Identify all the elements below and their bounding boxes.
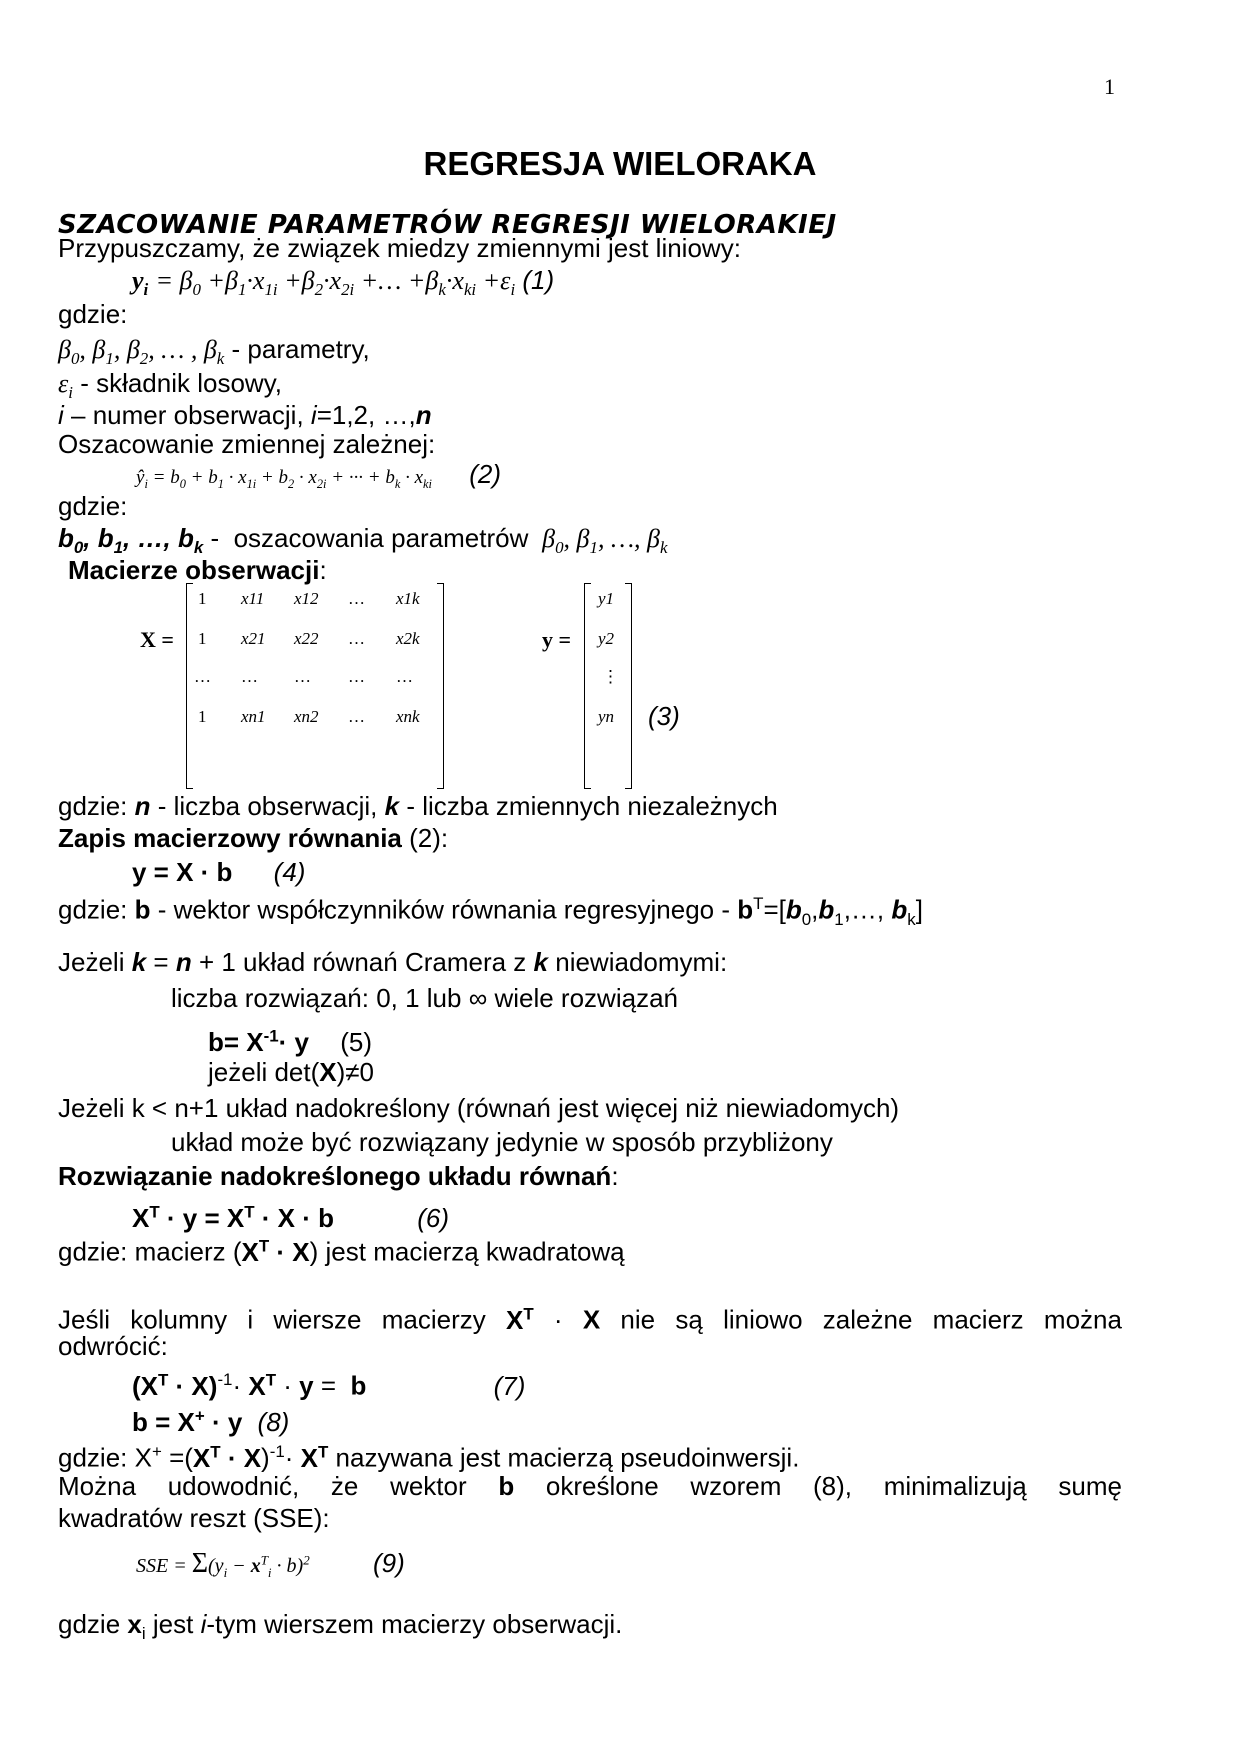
matrix-x-cell: 1 xyxy=(198,629,207,648)
gdzie-n-k-p1: gdzie: xyxy=(58,791,128,821)
matrix-x-cell: xn1 xyxy=(241,707,266,726)
oszacowanie-text: Oszacowanie zmiennej zależnej: xyxy=(58,429,436,459)
estimates-line: $b_0$, $b_1$, …, $b_k$ - oszacowania parametrów $\beta_0$, $\beta_1$, …, $\beta_k$ xyxy=(58,523,668,558)
jesli-kolumny-line: Jeśli kolumny i wiersze macierzy $X^T \cdot X$ nie są liniowo zależne macierz można xyxy=(58,1304,1122,1335)
equation-2-label: (2) xyxy=(469,459,501,489)
jezeli1-p1: Jeżeli xyxy=(58,947,125,977)
matrix-x-cell: x11 xyxy=(241,589,265,608)
i-line: i – numer obserwacji, i=1,2, …,n xyxy=(58,400,432,430)
mozna-p2: b xyxy=(498,1471,515,1501)
equation-6: $X^T \cdot y = X^T \cdot X \cdot b$ (6) xyxy=(132,1202,449,1233)
equation-7: $(X^T \cdot X)^{-1}\cdot X^T \cdot y = b$ (7) xyxy=(132,1370,526,1401)
jezeli-line-1: Jeżeli k = n + 1 układ równań Cramera z k niewiadomymi: xyxy=(58,947,728,977)
zapis-rest: (2): xyxy=(409,823,449,853)
jezeli1-p2: = xyxy=(153,947,169,977)
equation-9: SSE = $\Sigma(y_i - x^T_i \cdot b)^2$ (9) xyxy=(136,1547,405,1580)
equation-7-label: (7) xyxy=(493,1370,526,1401)
matrix-x-cell: … xyxy=(348,589,365,608)
jezeli-det-p1: jeżeli det( xyxy=(208,1057,320,1087)
matrix-x xyxy=(186,583,444,787)
jezeli-line-2: Jeżeli k < n+1 układ nadokreślony (równań jest więcej niż niewiadomych) xyxy=(58,1093,900,1123)
matrix-x-cell: … xyxy=(194,667,211,686)
i-desc: – numer obserwacji, xyxy=(71,400,304,430)
matrix-x-cell: … xyxy=(348,707,365,726)
gdzie-b-line: gdzie: b - wektor współczynników równania regresyjnego - $b^T=[b_0,b_1,\dots$, $b_k$] xyxy=(58,894,923,929)
final-p1: gdzie xyxy=(58,1609,121,1639)
equation-8: b = X+ · y (8) xyxy=(132,1406,290,1437)
vector-y-symbol: y = xyxy=(542,627,572,652)
equation-4 xyxy=(132,856,305,888)
intro-text: Przypuszczamy, że związek miedzy zmiennymi jest liniowy: xyxy=(58,233,741,263)
equation-4-text: y = X · b xyxy=(132,857,233,887)
parameters-line: $\beta_0$, $\beta_1$, $\beta_2$, … , $\beta_k$ - parametry, xyxy=(58,334,370,369)
page-number: 1 xyxy=(1104,74,1115,99)
gdzie-b-bold: b xyxy=(134,894,151,925)
equation-4-label: (4) xyxy=(273,857,306,887)
matrix-x-cell: … xyxy=(348,667,365,686)
kwadratow: kwadratów reszt (SSE): xyxy=(58,1503,330,1533)
gdzie-pseudo-line: gdzie: $X^+ =(X^T \cdot X)^{-1}\cdot X^T$ nazywana jest macierzą pseudoinwersji. xyxy=(58,1442,800,1473)
odwrocic: odwrócić: xyxy=(58,1331,168,1361)
zapis-bold: Zapis macierzowy równania xyxy=(58,823,402,853)
zapis-line xyxy=(58,822,448,854)
matrix-x-cell: … xyxy=(241,667,258,686)
parameters-desc: - parametry, xyxy=(231,334,370,364)
final-line: gdzie $x_i$ jest i-tym wierszem macierzy obserwacji. xyxy=(58,1609,623,1644)
vector-y-cell: y1 xyxy=(598,589,615,608)
equation-1: $y_i = \beta_0 +\beta_1\cdot x_{1i} +\beta_2\cdot x_{2i}$ +… $+\beta_k\cdot x_{ki} +\varepsilon_i$ (1) xyxy=(132,265,555,300)
gdzie-macierz-p1: gdzie: macierz xyxy=(58,1236,226,1267)
equation-5: $b= X^{-1}\cdot y$ (5) xyxy=(208,1026,373,1057)
jesli-kolumny-p1: Jeśli kolumny i wiersze macierzy xyxy=(58,1304,486,1335)
gdzie-macierz-line: gdzie: macierz $(X^T \cdot X)$ jest macierzą kwadratową xyxy=(58,1236,625,1267)
matrix-x-cell: x22 xyxy=(294,629,319,648)
epsilon-line: $\varepsilon_i$ - składnik losowy, xyxy=(58,368,282,403)
matrix-x-cell: x12 xyxy=(294,589,319,608)
final-p2: jest xyxy=(152,1609,194,1639)
matrix-x-cell: 1 xyxy=(198,707,207,726)
vector-y-cell: y2 xyxy=(598,629,615,648)
matrix-x-cell: xnk xyxy=(396,707,420,726)
jezeli-det-p3: )≠0 xyxy=(336,1057,375,1087)
matrix-x-symbol: X = xyxy=(140,627,174,652)
gdzie-n-k-p2: - liczba obserwacji, xyxy=(157,791,378,821)
rozwiazanie-bold: Rozwiązanie nadokreślonego układu równań xyxy=(58,1161,612,1191)
section-heading: SZACOWANIE PARAMETRÓW REGRESJI WIELORAKIEJ xyxy=(58,210,837,240)
jezeli1-p4: niewiadomymi: xyxy=(555,947,728,977)
matrix-x-cell: x1k xyxy=(396,589,420,608)
gdzie-pseudo-p2: nazywana jest macierzą pseudoinwersji. xyxy=(335,1442,800,1473)
matrix-x-cell: x2k xyxy=(396,629,420,648)
vector-y xyxy=(584,583,632,787)
matrix-x-cell: … xyxy=(348,629,365,648)
liczba-rozwiazan: liczba rozwiązań: 0, 1 lub ∞ wiele rozwiązań xyxy=(171,983,678,1013)
jesli-kolumny-p2: nie są liniowo zależne macierz można xyxy=(620,1304,1122,1335)
equation-3-label: (3) xyxy=(648,701,680,731)
matrix-x-cell: xn2 xyxy=(294,707,319,726)
matrix-x-cell: … xyxy=(396,667,413,686)
matrix-x-cell: x21 xyxy=(241,629,266,648)
gdzie-label-2: gdzie: xyxy=(58,491,128,521)
matrix-x-cell: … xyxy=(294,667,311,686)
mozna-p3: określone wzorem (8), minimalizują sumę xyxy=(545,1471,1122,1501)
matrix-x-cell: 1 xyxy=(198,589,207,608)
equation-5-label: (5) xyxy=(340,1026,373,1057)
gdzie-b-rest: - wektor współczynników równania regresyjnego - xyxy=(157,894,730,925)
equation-9-label: (9) xyxy=(372,1547,405,1578)
gdzie-n-k-p3: - liczba zmiennych niezależnych xyxy=(406,791,778,821)
gdzie-label: gdzie: xyxy=(58,299,128,329)
gdzie-n-k-line: gdzie: n - liczba obserwacji, k - liczba zmiennych niezależnych xyxy=(58,791,778,821)
i-range: =1,2, …, xyxy=(316,400,416,430)
jezeli-det-line xyxy=(208,1056,374,1088)
matrices-label: Macierze obserwacji xyxy=(68,555,320,585)
matrices-heading: Macierze obserwacji: xyxy=(68,555,327,585)
mozna-p1: Można udowodnić, że wektor xyxy=(58,1471,467,1501)
equation-2: $ŷ_i = b_0 + b_1 \cdot x_{1i} + b_2 \cdot x_{2i}$ + ··· + $b_k \cdot x_{ki}$ (2) xyxy=(136,459,501,491)
gdzie-pseudo-p1: gdzie: xyxy=(58,1442,128,1473)
equation-1-label: (1) xyxy=(522,265,555,295)
page-title: REGRESJA WIELORAKA xyxy=(423,145,817,182)
final-p3: -tym wierszem macierzy obserwacji. xyxy=(206,1609,623,1639)
vector-y-cell: yn xyxy=(598,707,615,726)
gdzie-b-prefix: gdzie: xyxy=(58,894,128,925)
jezeli-det-p2: X xyxy=(319,1057,337,1087)
equation-6-label: (6) xyxy=(417,1202,449,1233)
mozna-line xyxy=(58,1470,1122,1502)
equation-8-label: (8) xyxy=(257,1406,290,1437)
epsilon-desc: - składnik losowy, xyxy=(80,368,282,398)
gdzie-macierz-p2: jest macierzą kwadratową xyxy=(325,1236,625,1267)
rozwiazanie-line: Rozwiązanie nadokreślonego układu równań: xyxy=(58,1161,619,1191)
jezeli1-p3: + 1 układ równań Cramera z xyxy=(198,947,527,977)
vector-y-cell: ⋮ xyxy=(602,667,619,686)
estimates-desc: oszacowania parametrów xyxy=(233,523,529,553)
uklad-moze: układ może być rozwiązany jedynie w sposób przybliżony xyxy=(171,1127,833,1157)
